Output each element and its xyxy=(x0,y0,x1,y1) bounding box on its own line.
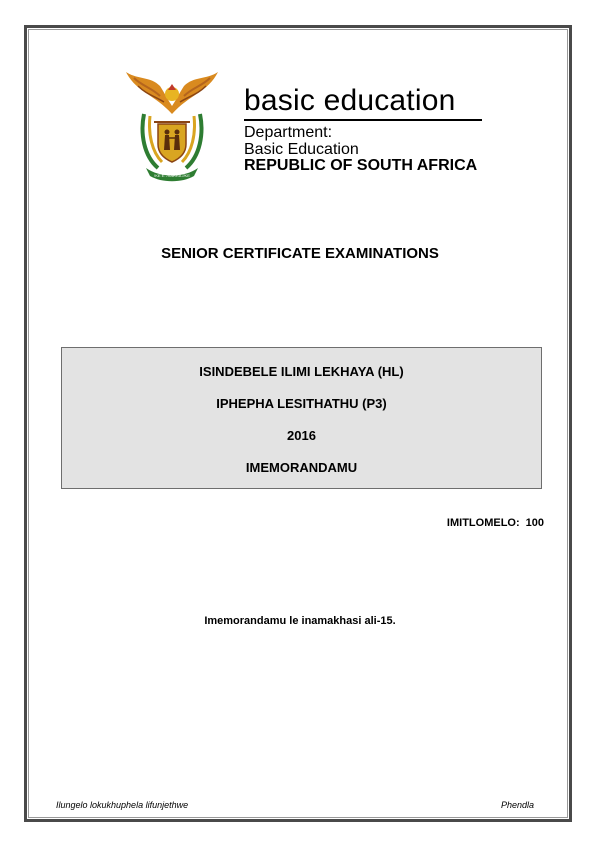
marks xyxy=(447,517,544,529)
logo-wordmark: basic education xyxy=(244,84,456,117)
subject-language: ISINDEBELE ILIMI LEKHAYA (HL) xyxy=(199,364,404,379)
subject-paper: IPHEPHA LESITHATHU (P3) xyxy=(216,396,387,411)
footer-turn-over: Phendla xyxy=(500,800,534,810)
logo-underline xyxy=(244,119,482,121)
subject-box xyxy=(61,347,542,489)
marks-value: 100 xyxy=(525,517,544,529)
subject-type: IMEMORANDAMU xyxy=(245,460,358,475)
exam-heading: SENIOR CERTIFICATE EXAMINATIONS xyxy=(161,245,439,262)
subject-year: 2016 xyxy=(287,428,316,443)
footer-copyright: Ilungelo lokukhuphela lifunjethwe xyxy=(56,800,189,810)
crest-motto: !KE E: /XARRA //KE xyxy=(154,173,190,178)
marks-label: IMITLOMELO: xyxy=(446,517,520,529)
page-count-note: Imemorandamu le inamakhasi ali-15. xyxy=(204,615,396,627)
department-name: Basic Education xyxy=(244,141,359,158)
coat-of-arms-icon xyxy=(124,64,220,184)
country-name: REPUBLIC OF SOUTH AFRICA xyxy=(244,157,478,174)
department-label: Department: xyxy=(244,124,333,141)
